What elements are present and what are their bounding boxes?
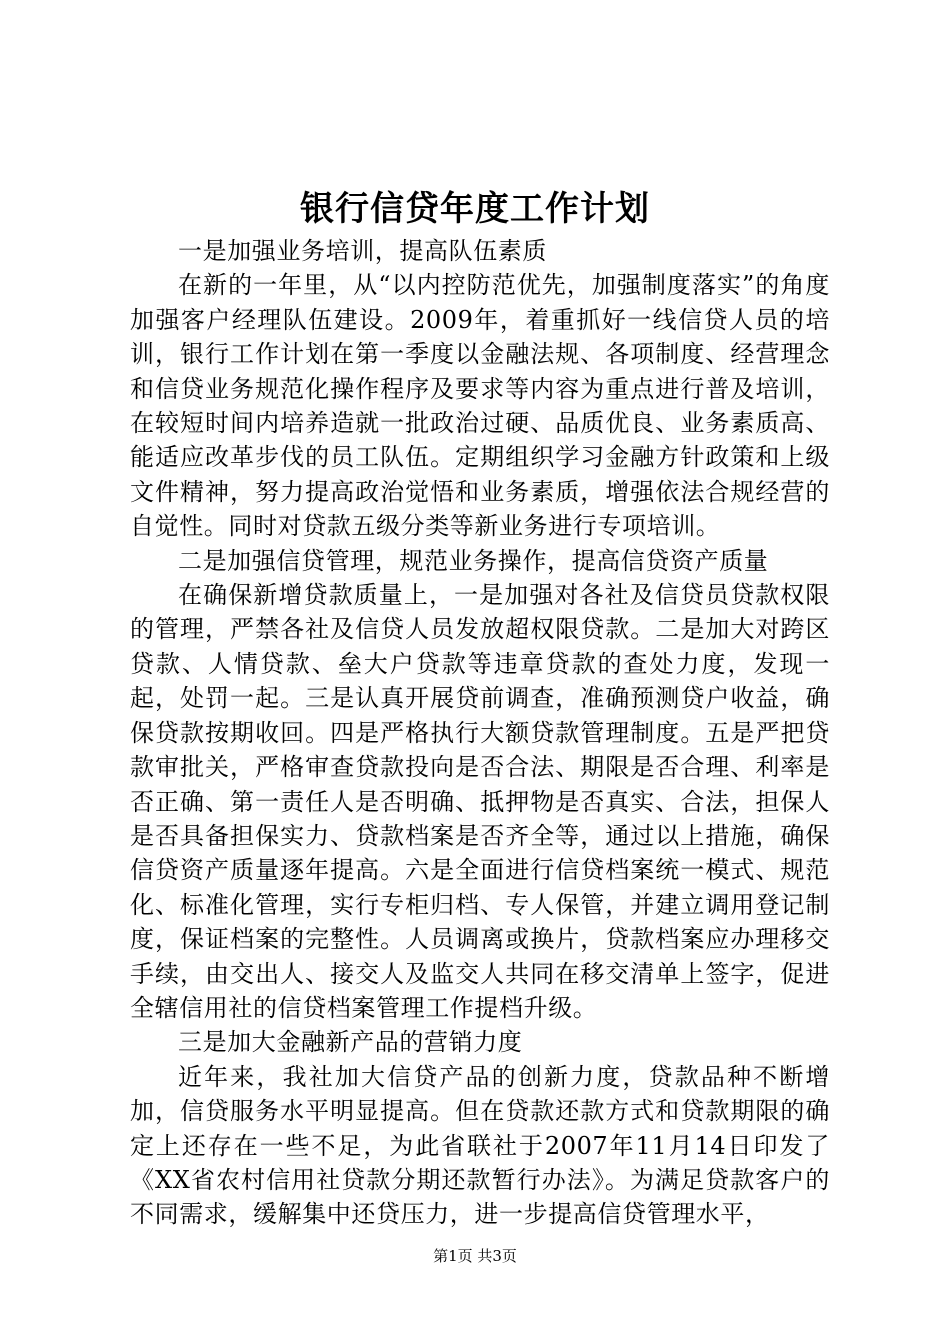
page-footer: 第1页 共3页 (433, 1247, 517, 1265)
paragraph-3: 近年来，我社加大信贷产品的创新力度，贷款品种不断增加，信贷服务水平明显提高。但在贷款还款方式和贷款期限的确定上还存在一些不足，为此省联社于2007年11月14日印发了《XX省农村信用社贷款分期还款暂行办法》。为满足贷款客户的不同需求，缓解集中还贷压力，进一步提高信贷管理水平， (130, 1062, 830, 1229)
document-title: 银行信贷年度工作计划 (300, 189, 650, 229)
paragraph-1: 在新的一年里，从“以内控防范优先，加强制度落实”的角度加强客户经理队伍建设。2009年，着重抓好一线信贷人员的培训，银行工作计划在第一季度以金融法规、各项制度、经营理念和信贷业务规范化操作程序及要求等内容为重点进行普及培训，在较短时间内培养造就一批政治过硬、品质优良、业务素质高、能适应改革步伐的员工队伍。定期组织学习金融方针政策和上级文件精神，努力提高政治觉悟和业务素质，增强依法合规经营的自觉性。同时对贷款五级分类等新业务进行专项培训。 (130, 271, 830, 541)
section-heading-2: 二是加强信贷管理，规范业务操作，提高信贷资产质量 (178, 546, 769, 575)
section-heading-3: 三是加大金融新产品的营销力度 (178, 1028, 523, 1057)
section-heading-1: 一是加强业务培训，提高队伍素质 (178, 237, 547, 265)
paragraph-2: 在确保新增贷款质量上，一是加强对各社及信贷员贷款权限的管理，严禁各社及信贷人员发放超权限贷款。二是加大对跨区贷款、人情贷款、垒大户贷款等违章贷款的查处力度，发现一起，处罚一起。三是认真开展贷前调查，准确预测贷户收益，确保贷款按期收回。四是严格执行大额贷款管理制度。五是严把贷款审批关，严格审查贷款投向是否合法、期限是否合理、利率是否正确、第一责任人是否明确、抵押物是否真实、合法，担保人是否具备担保实力、贷款档案是否齐全等，通过以上措施，确保信贷资产质量逐年提高。六是全面进行信贷档案统一模式、规范化、标准化管理，实行专柜归档、专人保管，并建立调用登记制度，保证档案的完整性。人员调离或换片，贷款档案应办理移交手续，由交出人、接交人及监交人共同在移交清单上签字，促进全辖信用社的信贷档案管理工作提档升级。 (130, 581, 830, 1022)
document-body (130, 234, 830, 1232)
